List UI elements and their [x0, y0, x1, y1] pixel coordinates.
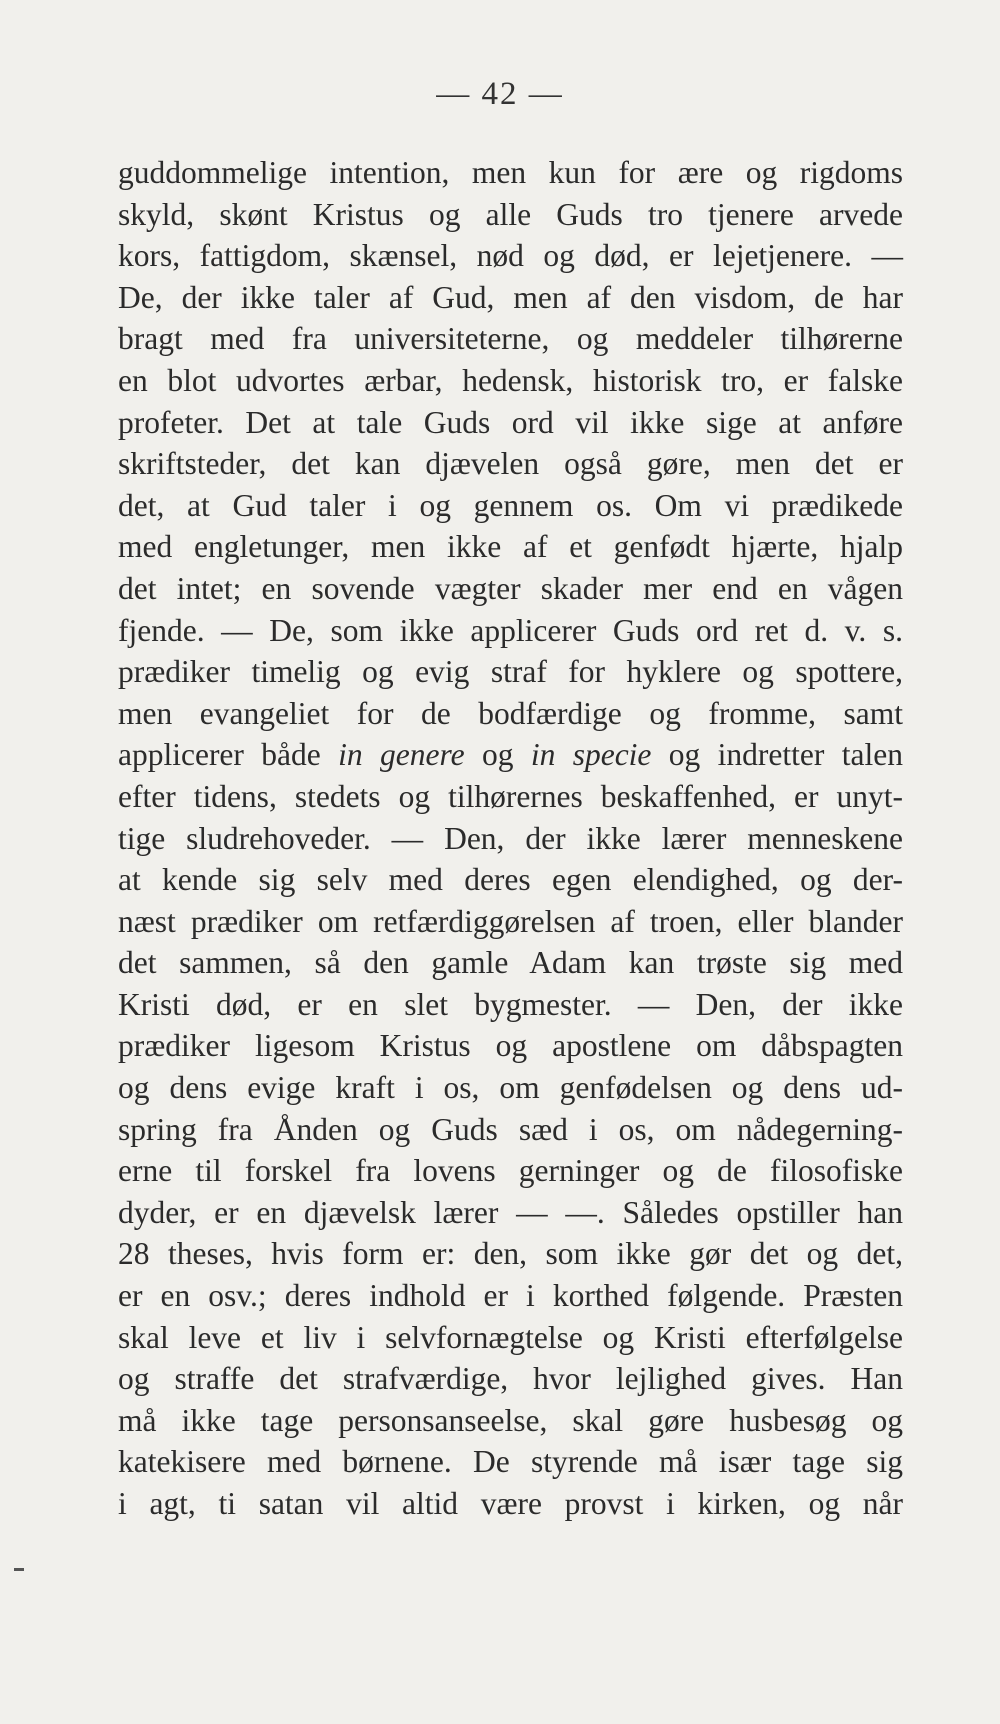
text-line: prædiker timelig og evig straf for hyklere og spottere, — [118, 654, 903, 690]
text-line: men evangeliet for de bodfærdige og fromme, samt — [118, 695, 903, 731]
text-line: guddommelige intention, men kun for ære og rigdoms — [118, 155, 903, 190]
text-line: og dens evige kraft i os, om genfødelsen og dens ud- — [118, 1070, 903, 1106]
margin-mark — [14, 1568, 24, 1571]
italic-term: in specie — [530, 737, 652, 773]
text-line: næst prædiker om retfærdiggørelsen af troen, eller blander — [118, 903, 903, 939]
page-number: — 42 — — [436, 76, 564, 112]
text-line: bragt med fra universiteterne, og meddeler tilhørerne — [118, 321, 903, 357]
text-line: i agt, ti satan vil altid være provst i kirken, og når — [118, 1486, 903, 1521]
text-line: og straffe det strafværdige, hvor lejlighed gives. Han — [118, 1361, 903, 1397]
text-line: tige sludrehoveder. — Den, der ikke lærer menneskene — [118, 820, 903, 856]
text-line: at kende sig selv med deres egen elendighed, og der- — [118, 862, 903, 898]
text-line: 28 theses, hvis form er: den, som ikke gør det og det, — [118, 1236, 903, 1272]
text-line: spring fra Ånden og Guds sæd i os, om nådegerning- — [118, 1111, 903, 1147]
text-line: dyder, er en djævelsk lærer — —. Således opstiller han — [118, 1194, 903, 1230]
text-line: skriftsteder, det kan djævelen også gøre, men det er — [118, 446, 903, 482]
text-line: en blot udvortes ærbar, hedensk, historisk tro, er falske — [118, 362, 903, 398]
text-line: skal leve et liv i selvfornægtelse og Kristi efterfølgelse — [118, 1319, 903, 1355]
text-line: skyld, skønt Kristus og alle Guds tro tjenere arvede — [118, 196, 903, 232]
text-line-italic-terms — [118, 734, 903, 776]
text-run: applicerer både — [118, 737, 339, 773]
text-line: katekisere med børnene. De styrende må især tage sig — [118, 1444, 903, 1480]
body-text — [118, 152, 903, 1525]
text-line: det intet; en sovende vægter skader mer end en vågen — [118, 570, 903, 606]
text-line: prædiker ligesom Kristus og apostlene om dåbspagten — [118, 1028, 903, 1064]
italic-term: in genere — [338, 737, 465, 773]
text-line: det sammen, så den gamle Adam kan trøste sig med — [118, 945, 903, 981]
text-line: med engletunger, men ikke af et genfødt hjærte, hjalp — [118, 529, 903, 565]
text-line: må ikke tage personsanseelse, skal gøre husbesøg og — [118, 1402, 903, 1438]
text-run: og indretter talen — [651, 737, 903, 773]
text-line: profeter. Det at tale Guds ord vil ikke sige at anføre — [118, 404, 903, 440]
text-line: Kristi død, er en slet bygmester. — Den, der ikke — [118, 986, 903, 1022]
text-run: og — [464, 737, 531, 773]
text-line: det, at Gud taler i og gennem os. Om vi prædikede — [118, 487, 903, 523]
text-line: efter tidens, stedets og tilhørernes beskaffenhed, er unyt- — [118, 778, 903, 814]
text-line: fjende. — De, som ikke applicerer Guds ord ret d. v. s. — [118, 612, 903, 648]
text-line: De, der ikke taler af Gud, men af den visdom, de har — [118, 279, 903, 315]
text-line: kors, fattigdom, skænsel, nød og død, er lejetjenere. — — [118, 238, 903, 274]
text-line: erne til forskel fra lovens gerninger og de filosofiske — [118, 1153, 903, 1189]
text-line: er en osv.; deres indhold er i korthed følgende. Præsten — [118, 1278, 903, 1314]
